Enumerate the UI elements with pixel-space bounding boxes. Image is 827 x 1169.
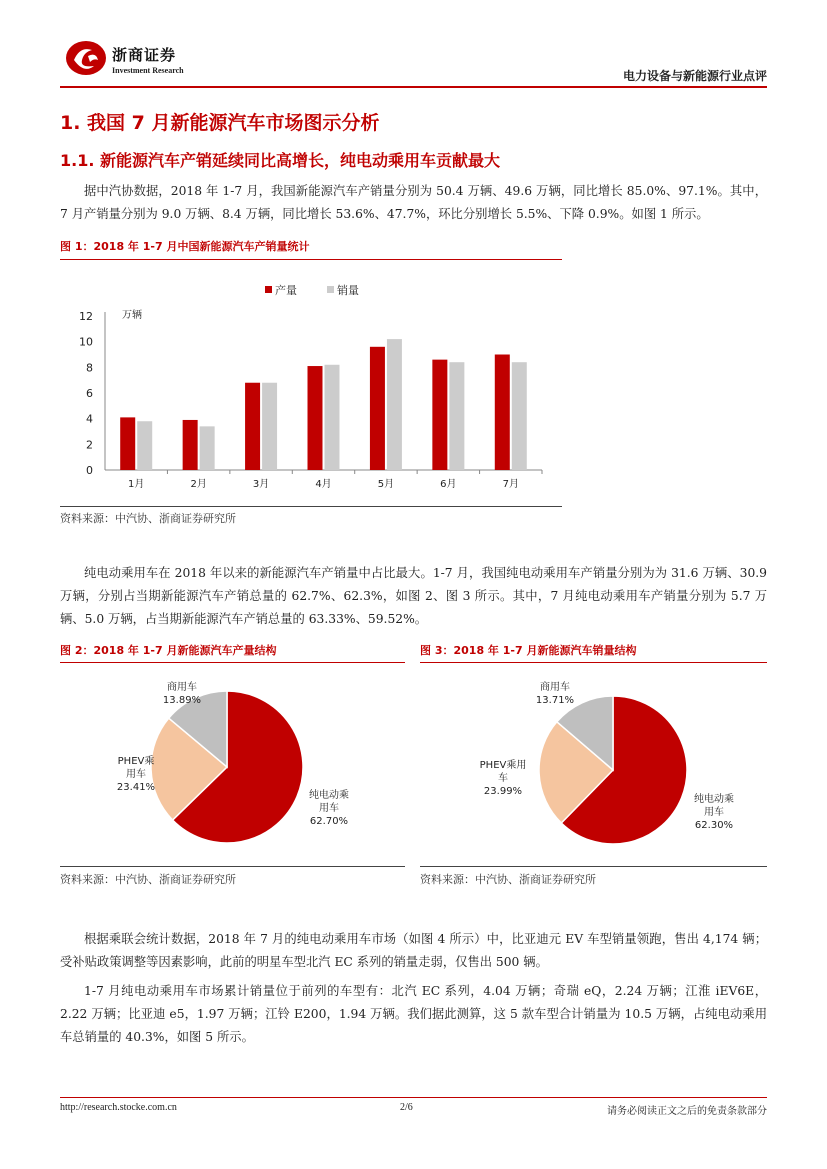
bar-chart [60,270,562,500]
figure-1-title: 图 1：2018 年 1-7 月中国新能源汽车产销量统计 [60,240,310,253]
bar-销量-3月 [262,383,277,470]
header-rule [60,86,767,88]
pie-label-0: 62.30% [694,820,734,831]
pie-label-0: 62.70% [309,816,349,827]
pie-label-2: 13.71% [535,695,575,706]
footer-rule [60,1097,767,1098]
bar-销量-2月 [200,426,215,470]
paragraph-1-block [60,180,767,226]
figure-2-title: 图 2：2018 年 1-7 月新能源汽车产量结构 [60,644,277,657]
bar-销量-5月 [387,339,402,470]
figure-3-rule [420,662,767,663]
legend-swatch-0 [265,286,272,293]
logo-subtitle: Investment Research [112,66,184,75]
legend-label-0: 产量 [275,284,297,297]
footer-url[interactable]: http://research.stocke.com.cn [60,1102,177,1113]
pie-chart-production [60,668,405,860]
pie-label-0: 用车 [319,803,339,814]
pie-label-1: 23.99% [483,786,523,797]
x-tick-label: 2月 [190,479,207,490]
figure-1-bottom-rule [60,506,562,507]
pie-label-1: 23.41% [116,782,156,793]
pie-label-0: 纯电动乘 [694,794,734,805]
figure-1-rule [60,259,562,260]
paragraph-4-block [60,980,767,1049]
pie-label-0: 用车 [704,807,724,818]
report-type: 电力设备与新能源行业点评 [622,69,767,83]
bar-产量-3月 [245,383,260,470]
bar-销量-7月 [512,362,527,470]
bar-产量-1月 [120,417,135,470]
figure-2-rule [60,662,405,663]
paragraph-3-block [60,928,767,974]
paragraph-4: 1-7 月纯电动乘用车市场累计销量位于前列的车型有：北汽 EC 系列，4.04 万辆；奇瑞 eQ，2.24 万辆；江淮 iEV6E，2.22 万辆；比亚迪 e5，1.97 万辆；江铃 E200，1.94 万辆。我们据此测算，这 5 款车型合计销量为 10.5 万辆，占纯电动乘用车总销量的 40.3%，如图 5 所示。 [60,984,767,1044]
figure-3-source: 资料来源：中汽协、浙商证券研究所 [420,873,596,886]
pie-label-1: PHEV乘 [117,756,155,767]
bar-产量-6月 [432,360,447,470]
section-heading: 1. 我国 7 月新能源汽车市场图示分析 [60,112,380,134]
subsection-heading: 1.1. 新能源汽车产销延续同比高增长，纯电动乘用车贡献最大 [60,151,500,170]
pie-label-0: 纯电动乘 [309,790,349,801]
figure-2-bottom-rule [60,866,405,867]
pie-label-1: PHEV乘用 [479,760,527,771]
y-tick-label: 12 [79,310,93,323]
bar-产量-7月 [495,355,510,471]
pie-label-2: 商用车 [540,682,570,693]
footer-disclaimer: 请务必阅读正文之后的免责条款部分 [607,1106,767,1117]
paragraph-3: 根据乘联会统计数据，2018 年 7 月的纯电动乘用车市场（如图 4 所示）中，比亚迪元 EV 车型销量领跑，售出 4,174 辆；受补贴政策调整等因素影响，此前的明星车型北汽 EC 系列的销量走弱，仅售出 500 辆。 [60,932,767,969]
bar-产量-5月 [370,347,385,470]
bar-销量-1月 [137,421,152,470]
paragraph-1: 据中汽协数据，2018 年 1-7 月，我国新能源汽车产销量分别为 50.4 万辆、49.6 万辆，同比增长 85.0%、97.1%。其中，7 月产销量分别为 9.0 万辆、8.4 万辆，同比增长 53.6%、47.7%，环比分别增长 5.5%、下降 0.9%。如图 1 所示。 [60,184,767,221]
pie-label-2: 商用车 [167,682,197,693]
x-tick-label: 4月 [315,479,332,490]
bar-销量-6月 [449,362,464,470]
bar-销量-4月 [325,365,340,470]
x-tick-label: 6月 [440,479,457,490]
pie-label-2: 13.89% [162,695,202,706]
y-unit-label: 万辆 [122,310,142,321]
page-number: 2/6 [400,1102,413,1113]
paragraph-2-block [60,562,767,631]
paragraph-2: 纯电动乘用车在 2018 年以来的新能源汽车产销量中占比最大。1-7 月，我国纯电动乘用车产销量分别为为 31.6 万辆、30.9 万辆，分别占当期新能源汽车产销总量的 62.7%、62.3%，如图 2、图 3 所示。其中，7 月纯电动乘用车产销量分别为 5.7 万辆、5.0 万辆，占当期新能源汽车产销总量的 63.33%、59.52%。 [60,566,767,626]
legend-swatch-1 [327,286,334,293]
y-tick-label: 6 [86,387,93,400]
x-tick-label: 5月 [377,479,395,490]
y-tick-label: 4 [86,412,93,426]
pie-label-1: 用车 [126,769,146,780]
y-tick-label: 0 [86,464,93,477]
bar-产量-2月 [183,420,198,470]
figure-1-source: 资料来源：中汽协、浙商证券研究所 [60,512,236,525]
pie-chart-sales [420,668,767,860]
y-tick-label: 10 [79,335,93,349]
figure-2-source: 资料来源：中汽协、浙商证券研究所 [60,873,236,886]
y-tick-label: 8 [86,361,93,375]
bar-产量-4月 [308,366,323,470]
x-tick-label: 7月 [502,479,519,490]
figure-3-bottom-rule [420,866,767,867]
y-tick-label: 2 [86,438,93,452]
logo-text: 浙商证券 [112,46,177,64]
x-tick-label: 3月 [252,479,270,490]
logo-mark [64,38,108,78]
legend-label-1: 销量 [337,284,359,297]
figure-3-title: 图 3：2018 年 1-7 月新能源汽车销量结构 [420,644,637,657]
pie-label-1: 车 [498,773,508,784]
x-tick-label: 1月 [128,479,145,490]
